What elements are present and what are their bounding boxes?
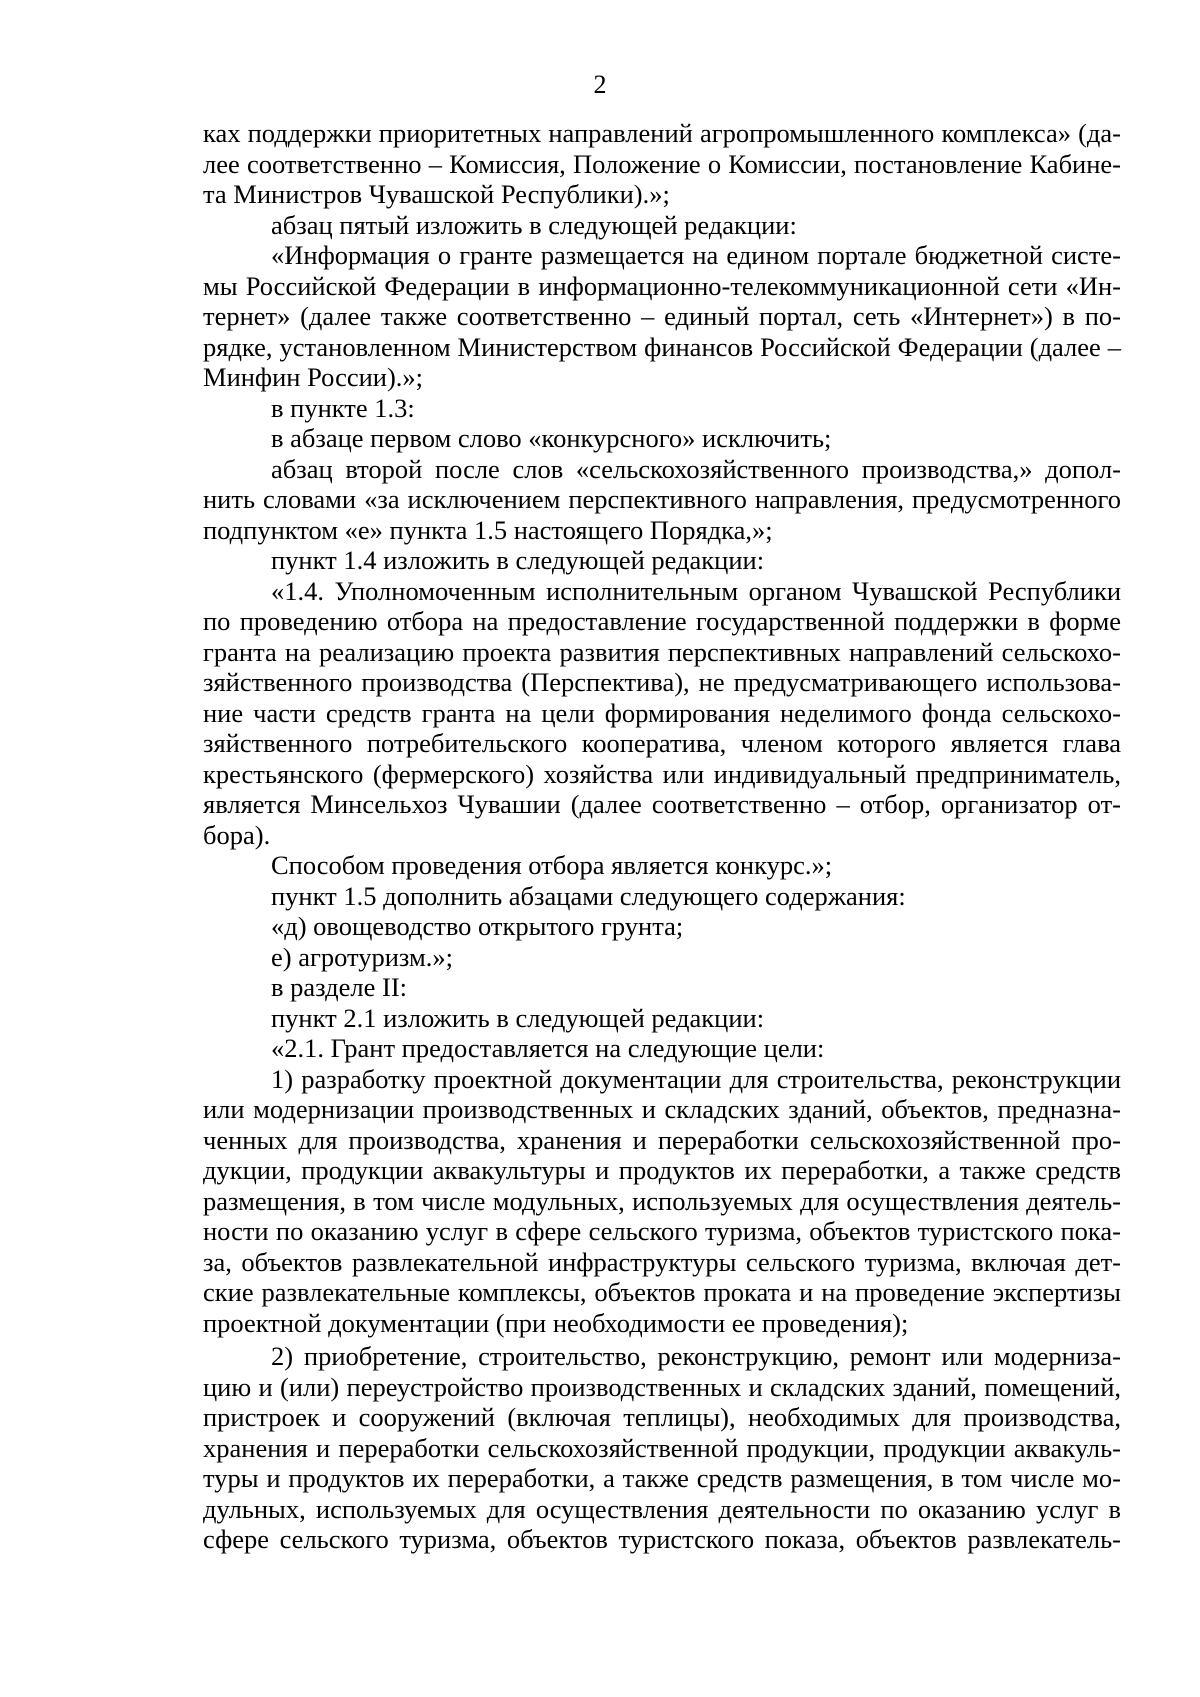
- text-line: гранта на реализацию проекта развития перспективных направлений сельскохо-: [203, 636, 1121, 667]
- text-line: бора).: [203, 819, 271, 850]
- text-line: нить словами «за исключением перспективного направления, предусмотренного: [203, 484, 1121, 514]
- text-line: «Информация о гранте размещается на едином портале бюджетной систе-: [271, 240, 1121, 270]
- text-line: абзац пятый изложить в следующей редакции:: [271, 209, 797, 240]
- text-line: является Минсельхоз Чувашии (далее соответственно – отбор, организатор от-: [203, 789, 1121, 819]
- text-line: пункт 1.4 изложить в следующей редакции:: [271, 545, 765, 575]
- text-line: ние части средств гранта на цели формирования неделимого фонда сельскохо-: [203, 697, 1121, 728]
- text-line: ках поддержки приоритетных направлений агропромышленного комплекса» (да-: [203, 118, 1121, 148]
- text-line: 1) разработку проектной документации для строительства, реконструкции: [271, 1063, 1121, 1094]
- text-line: крестьянского (фермерского) хозяйства или индивидуальный предприниматель,: [203, 758, 1121, 789]
- text-line: лее соответственно – Комиссия, Положение о Комиссии, постановление Кабине-: [203, 148, 1121, 179]
- text-line: пункт 2.1 изложить в следующей редакции:: [271, 1002, 765, 1033]
- text-line: е) агротуризм.»;: [271, 941, 454, 972]
- text-line: тернет» (далее также соответственно – единый портал, сеть «Интернет») в по-: [203, 301, 1121, 331]
- text-line: размещения, в том числе модульных, используемых для осуществления деятель-: [203, 1185, 1121, 1216]
- text-line: в абзаце первом слово «конкурсного» исключить;: [271, 423, 832, 453]
- text-line: зяйственного потребительского кооператива, членом которого является глава: [203, 728, 1121, 758]
- text-line: абзац второй после слов «сельскохозяйственного производства,» допол-: [271, 453, 1121, 484]
- text-line: проектной документации (при необходимости ее проведения);: [203, 1307, 909, 1338]
- text-line: 2) приобретение, строительство, реконструкцию, ремонт или модерниза-: [271, 1341, 1121, 1371]
- text-line: пристроек и сооружений (включая теплицы), необходимых для производства,: [203, 1402, 1121, 1432]
- text-line: в пункте 1.3:: [271, 392, 415, 423]
- text-line: или модернизации производственных и складских зданий, объектов, предназна-: [203, 1094, 1121, 1124]
- text-line: зяйственного производства (Перспектива), не предусматривающего использова-: [203, 667, 1121, 697]
- text-line: в разделе II:: [271, 972, 408, 1002]
- text-line: «2.1. Грант предоставляется на следующие цели:: [271, 1033, 825, 1063]
- text-line: по проведению отбора на предоставление государственной поддержки в форме: [203, 606, 1121, 636]
- text-line: мы Российской Федерации в информационно-телекоммуникационной сети «Ин-: [203, 270, 1121, 301]
- text-line: дукции, продукции аквакультуры и продуктов их переработки, а также средств: [203, 1155, 1121, 1185]
- text-line: хранения и переработки сельскохозяйственной продукции, продукции аквакуль-: [203, 1432, 1121, 1463]
- text-line: цию и (или) переустройство производственных и складских зданий, помещений,: [203, 1371, 1121, 1402]
- page-number: 2: [593, 70, 607, 99]
- text-line: ские развлекательные комплексы, объектов проката и на проведение экспертизы: [203, 1277, 1121, 1307]
- text-line: «д) овощеводство открытого грунта;: [271, 911, 684, 941]
- text-line: ности по оказанию услуг в сфере сельского туризма, объектов туристского пока-: [203, 1216, 1121, 1246]
- text-line: за, объектов развлекательной инфраструктуры сельского туризма, включая дет-: [203, 1246, 1121, 1277]
- text-line: рядке, установленном Министерством финансов Российской Федерации (далее –: [203, 331, 1121, 362]
- text-line: пункт 1.5 дополнить абзацами следующего содержания:: [271, 880, 906, 911]
- text-line: Минфин России).»;: [203, 362, 424, 392]
- text-line: дульных, используемых для осуществления деятельности по оказанию услуг в: [203, 1493, 1121, 1524]
- document-body: [203, 118, 1121, 1555]
- text-line: та Министров Чувашской Республики).»;: [203, 179, 670, 209]
- text-line: сфере сельского туризма, объектов туристского показа, объектов развлекатель-: [203, 1524, 1121, 1554]
- text-line: туры и продуктов их переработки, а также средств размещения, в том числе мо-: [203, 1463, 1121, 1493]
- text-line: подпунктом «е» пункта 1.5 настоящего Порядка,»;: [203, 514, 773, 545]
- text-line: «1.4. Уполномоченным исполнительным органом Чувашской Республики: [271, 575, 1121, 606]
- text-line: Способом проведения отбора является конкурс.»;: [271, 850, 833, 880]
- text-line: ченных для производства, хранения и переработки сельскохозяйственной про-: [203, 1124, 1121, 1155]
